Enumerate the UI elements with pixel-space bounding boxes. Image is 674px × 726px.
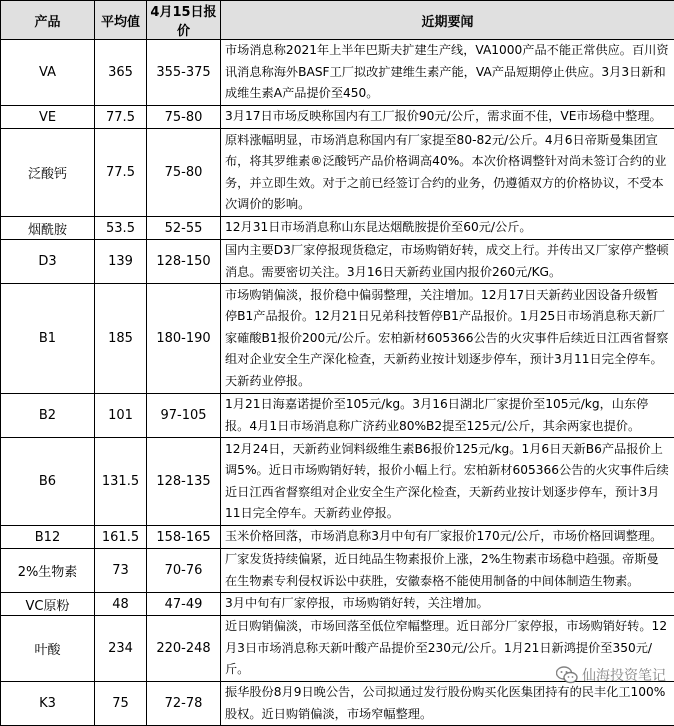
- price-cell: 52-55: [147, 217, 221, 240]
- price-cell: 70-76: [147, 549, 221, 593]
- news-cell: 厂家发货持续偏紧，近日纯品生物素报价上涨，2%生物素市场稳中趋强。帝斯曼在生物素专利侵权诉讼中获胜，安徽泰格不能使用制备的中间体制造生物素。: [221, 549, 674, 593]
- product-cell: 叶酸: [1, 616, 95, 682]
- header-news: 近期要闻: [221, 1, 674, 40]
- price-cell: 355-375: [147, 40, 221, 106]
- price-cell: 72-78: [147, 682, 221, 726]
- price-cell: 158-165: [147, 526, 221, 549]
- news-cell: 3月中旬有厂家停报，市场购销好转，关注增加。: [221, 593, 674, 616]
- table-row: [1, 129, 674, 217]
- average-cell: 234: [95, 616, 147, 682]
- average-cell: 73: [95, 549, 147, 593]
- product-cell: B12: [1, 526, 95, 549]
- table-row: [1, 682, 674, 726]
- average-cell: 185: [95, 284, 147, 394]
- news-cell: 3月17日市场反映称国内有工厂报价90元/公斤，需求面不佳，VE市场稳中整理。: [221, 106, 674, 129]
- average-cell: 75: [95, 682, 147, 726]
- news-cell: 市场消息称2021年上半年巴斯夫扩建生产线，VA1000产品不能正常供应。百川资讯消息称海外BASF工厂拟改扩建维生素产能，VA产品短期停止供应。3月3日新和成维生素A产品提价至450。: [221, 40, 674, 106]
- product-cell: B2: [1, 394, 95, 438]
- table-row: [1, 549, 674, 593]
- news-cell: 1月21日海嘉诺提价至105元/kg。3月16日湖北厂家提价至105元/kg，山东停报。4月1日市场消息称广济药业80%B2提至125元/公斤，其余两家也提价。: [221, 394, 674, 438]
- table-row: [1, 616, 674, 682]
- average-cell: 139: [95, 240, 147, 284]
- table-row: [1, 526, 674, 549]
- product-cell: B1: [1, 284, 95, 394]
- news-cell: 国内主要D3厂家停报现货稳定，市场购销好转，成交上行。并传出又厂家停产整顿消息。需要密切关注。3月16日天新药业国内报价260元/KG。: [221, 240, 674, 284]
- average-cell: 48: [95, 593, 147, 616]
- product-cell: 泛酸钙: [1, 129, 95, 217]
- table-row: [1, 593, 674, 616]
- header-product: 产品: [1, 1, 95, 40]
- product-cell: VC原粉: [1, 593, 95, 616]
- price-cell: 128-135: [147, 438, 221, 526]
- header-price: 4月15日报价: [147, 1, 221, 40]
- price-cell: 128-150: [147, 240, 221, 284]
- average-cell: 131.5: [95, 438, 147, 526]
- price-cell: 220-248: [147, 616, 221, 682]
- table-row: [1, 284, 674, 394]
- price-cell: 97-105: [147, 394, 221, 438]
- price-cell: 75-80: [147, 106, 221, 129]
- table-row: [1, 394, 674, 438]
- news-cell: 玉米价格回落，市场消息称3月中旬有厂家报价170元/公斤，市场价格回调整理。: [221, 526, 674, 549]
- average-cell: 77.5: [95, 129, 147, 217]
- news-cell: 12月24日，天新药业饲料级维生素B6报价125元/kg。1月6日天新B6产品报价上调5%。近日市场购销好转，报价小幅上行。宏柏新材605366公告的火灾事件后续近日江西省督察组对企业安全生产深化检查，天新药业按计划逐步停车，预计3月11日完全停车。天新药业停报。: [221, 438, 674, 526]
- table-row: [1, 40, 674, 106]
- price-cell: 180-190: [147, 284, 221, 394]
- product-cell: 烟酰胺: [1, 217, 95, 240]
- news-cell: 原料涨幅明显，市场消息称国内有厂家提至80-82元/公斤。4月6日帝斯曼集团宣布，将其罗维素®泛酸钙产品价格调高40%。本次价格调整针对尚未签订合约的业务，并立即生效。对于之前已经签订合约的业务，仍遵循双方的价格协议，不受本次调价的影响。: [221, 129, 674, 217]
- product-cell: VE: [1, 106, 95, 129]
- table-row: [1, 438, 674, 526]
- average-cell: 161.5: [95, 526, 147, 549]
- price-cell: 47-49: [147, 593, 221, 616]
- product-cell: K3: [1, 682, 95, 726]
- table-row: [1, 106, 674, 129]
- table-row: [1, 240, 674, 284]
- average-cell: 365: [95, 40, 147, 106]
- watermark-text: 仙海投资笔记: [582, 665, 666, 685]
- news-cell: 振华股份8月9日晚公告，公司拟通过发行股份购买化医集团持有的民丰化工100%股权。近日购销偏淡，市场窄幅整理。: [221, 682, 674, 726]
- header-row: [1, 1, 674, 40]
- news-cell: 12月31日市场消息称山东昆达烟酰胺提价至60元/公斤。: [221, 217, 674, 240]
- average-cell: 53.5: [95, 217, 147, 240]
- average-cell: 101: [95, 394, 147, 438]
- average-cell: 77.5: [95, 106, 147, 129]
- product-cell: 2%生物素: [1, 549, 95, 593]
- table-row: [1, 217, 674, 240]
- header-average: 平均值: [95, 1, 147, 40]
- product-cell: D3: [1, 240, 95, 284]
- product-cell: VA: [1, 40, 95, 106]
- news-cell: 近日购销偏淡，市场回落至低位窄幅整理。近日部分厂家停报，市场购销好转。12月3日市场消息称天新叶酸产品提价至230元/公斤。1月21日新鸿提价至350元/斤。: [221, 616, 674, 682]
- price-cell: 75-80: [147, 129, 221, 217]
- product-cell: B6: [1, 438, 95, 526]
- news-cell: 市场购销偏淡，报价稳中偏弱整理，关注增加。12月17日天新药业因设备升级暂停B1产品报价。12月21日兄弟科技暂停B1产品报价。1月25日市场消息称天新厂家確酸B1报价200元/公斤。宏柏新材605366公告的火灾事件后续近日江西省督察组对企业安全生产深化检查，天新药业按计划逐步停车，预计3月11日完全停车。天新药业停报。: [221, 284, 674, 394]
